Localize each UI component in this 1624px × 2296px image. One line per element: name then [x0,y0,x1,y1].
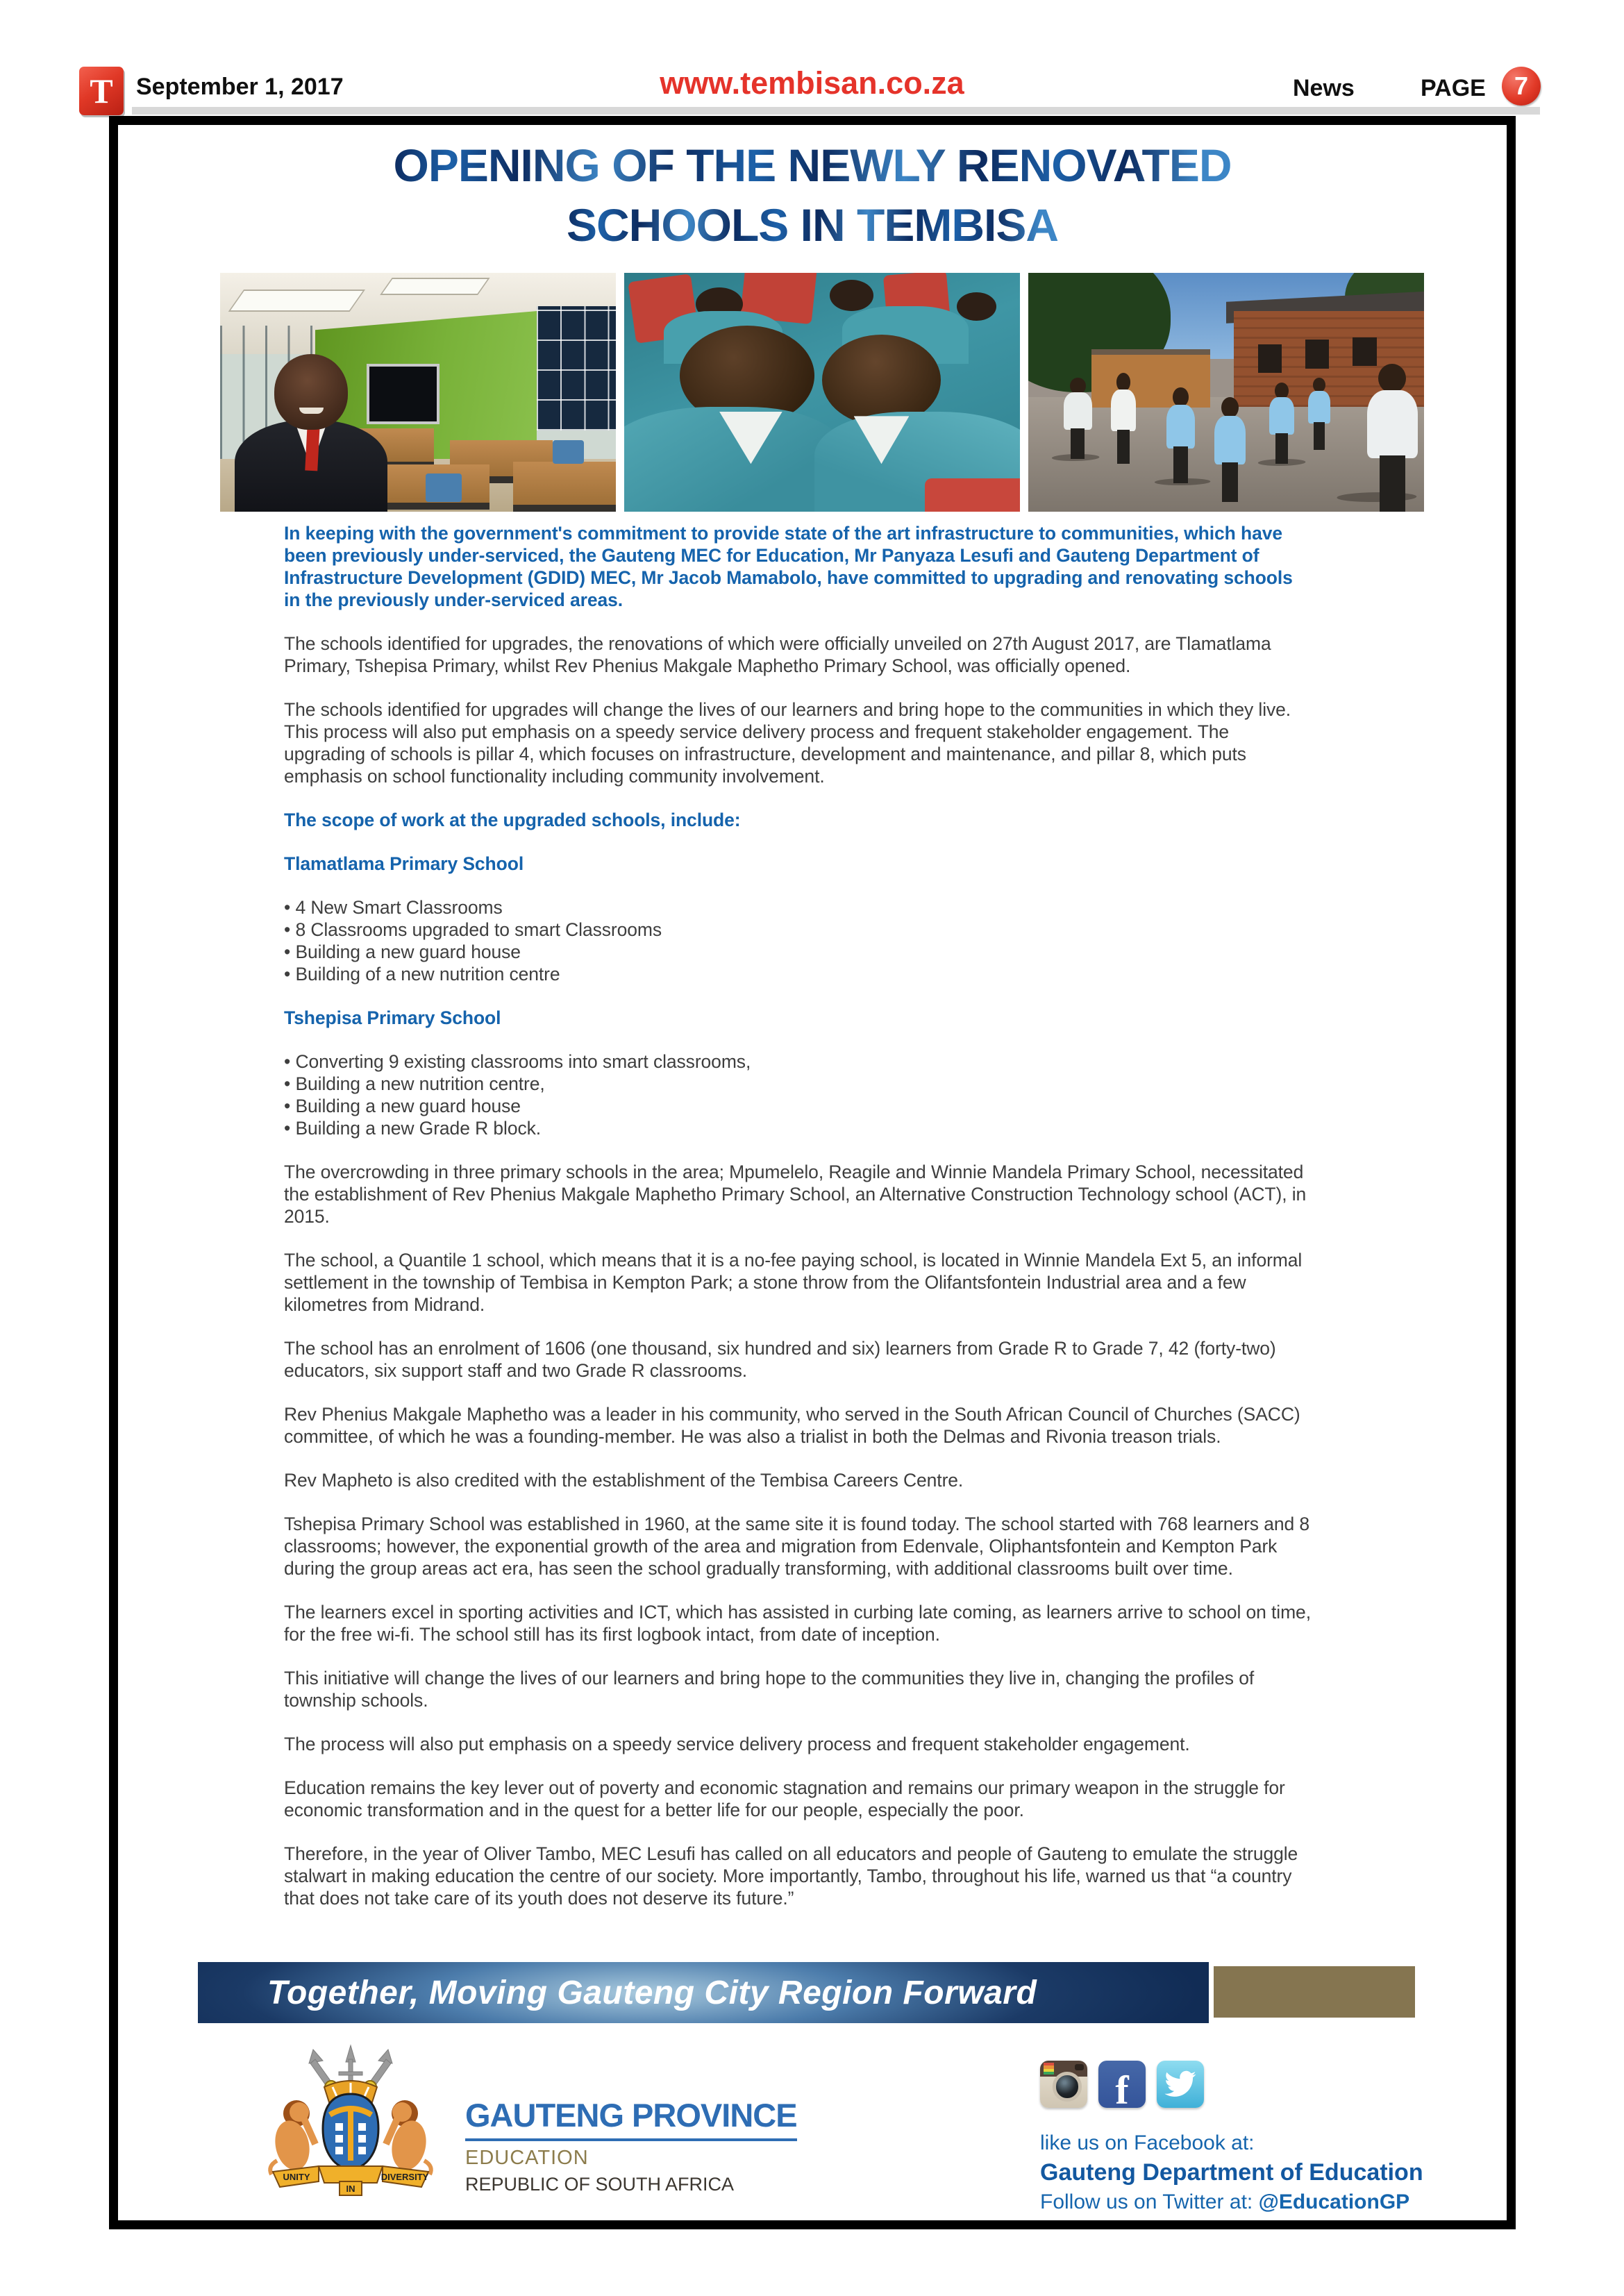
blue-chair [426,474,461,502]
learner-figure [1266,383,1298,464]
photo-learners-in-uniform [624,273,1020,512]
twitter-line-text: Follow us on Twitter at: [1040,2190,1259,2213]
social-icons-row [1040,2061,1457,2108]
country-label: REPUBLIC OF SOUTH AFRICA [465,2174,735,2195]
twitter-line [1040,2190,1457,2214]
section-label: News [1293,75,1355,101]
learner-figure [1305,378,1333,449]
bullet-item: • Building of a new nutrition centre [284,963,1313,985]
building-window [1305,340,1329,368]
page-number-badge [1502,67,1541,106]
school-desk [513,462,616,512]
article-paragraph: Rev Mapheto is also credited with the establishment of the Tembisa Careers Centre. [284,1470,964,1491]
article-paragraph: Education remains the key lever out of poverty and economic stagnation and remains our primary weapon in the struggle for economic transformation and in the quest for a better life for our people, especially the poor. [284,1777,1285,1820]
photo-strip [220,273,1424,512]
tembisan-logo-letter: T [90,72,113,110]
learner-figure [1060,378,1096,459]
instagram-icon [1040,2061,1087,2108]
crest-lion-right [383,2100,431,2175]
page-frame [109,116,1516,2229]
twitter-handle: @EducationGP [1258,2190,1410,2213]
crest-lion-left [270,2100,319,2175]
school-heading-tshepisa: Tshepisa Primary School [284,1007,501,1028]
school-heading-tlamatlama: Tlamatlama Primary School [284,853,524,874]
social-block [1040,2061,1457,2214]
bullet-item: • Building a new Grade R block. [284,1117,1313,1139]
building-window [1353,337,1376,366]
mec-face [274,354,347,430]
slogan-text: Together, Moving Gauteng City Region Forward [267,1974,1037,2011]
department-label: EDUCATION [465,2147,589,2169]
article-paragraph: The schools identified for upgrades will change the lives of our learners and bring hope to the communities in which they live. This process will also put emphasis on a speedy service delivery process and frequent stakeholder engagement. The upgrading of schools is pillar 4, which focuses on infrastructure, development and maintenance, and pillar 8, which puts emphasis on school functionality including community involvement. [284,699,1291,787]
mec-red-tie [305,423,319,471]
bullet-item: • Building a new guard house [284,941,1313,963]
twitter-icon [1157,2061,1204,2108]
article-paragraph: Rev Phenius Makgale Maphetho was a leader in his community, who served in the South African Council of Churches (SACC) committee, of which he was a founding-member. He was also a trialist in both the Delmas and Rivonia treason trials. [284,1404,1300,1447]
bullet-item: • 8 Classrooms upgraded to smart Classrooms [284,919,1313,941]
gauteng-province-title: GAUTENG PROVINCE [465,2098,797,2141]
khaki-block [1214,1966,1415,2018]
tshepisa-bullet-list [284,1050,1313,1139]
photo-schoolyard [1028,273,1424,512]
article-paragraph: The learners excel in sporting activities and ICT, which has assisted in curbing late coming, as learners arrive to school on time, for the free wi-fi. The school still has its first logbook intact, from date of inception. [284,1602,1311,1645]
article-headline [118,140,1507,250]
ceiling-light [380,278,490,295]
site-url: www.tembisan.co.za [660,65,964,101]
bullet-item: • Building a new guard house [284,1095,1313,1117]
article-paragraph: Therefore, in the year of Oliver Tambo, MEC Lesufi has called on all educators and people of Gauteng to emulate the struggle stalwart in making education the centre of our society. More importantly, Tambo, throughout his life, warned us that “a country that does not take care of its youth does not deserve its future.” [284,1843,1298,1909]
photo-classroom-smartboard-with-mec-portrait [220,273,616,512]
motto-diversity: DIVERSITY [380,2172,429,2182]
gauteng-coat-of-arms [246,2043,455,2202]
headline-gap [118,190,1507,200]
province-wordmark [465,2098,797,2195]
headline-line-1: OPENING OF THE NEWLY RENOVATED [393,140,1232,191]
issue-date: September 1, 2017 [136,74,344,100]
learner-figure [1361,364,1424,512]
scope-heading: The scope of work at the upgraded schools, include: [284,810,741,830]
building-window [1258,344,1282,373]
bullet-item: • Converting 9 existing classrooms into smart classrooms, [284,1050,1313,1073]
learner-head [830,280,873,311]
red-chair [925,478,1020,512]
article-body [284,522,1313,1954]
article-paragraph: The school, a Quantile 1 school, which means that it is a no-fee paying school, is located in Winnie Mandela Ext 5, an informal settlement in the township of Tembisa in Kempton Park; a stone throw from the Olifantsfontein Industrial area and a few kilometres from Midrand. [284,1250,1303,1315]
ceiling-light [228,290,365,312]
article-paragraph: This initiative will change the lives of our learners and bring hope to the communities they live in, changing the profiles of township schools. [284,1668,1255,1711]
learner-figure [1163,387,1198,483]
facebook-page-name: Gauteng Department of Education [1040,2159,1423,2186]
bullet-item: • Building a new nutrition centre, [284,1073,1313,1095]
article-paragraph: The school has an enrolment of 1606 (one thousand, six hundred and six) learners from Grade R to Grade 7, 42 (forty-two) educators, six support staff and two Grade R classrooms. [284,1338,1276,1381]
motto-unity: UNITY [283,2172,310,2182]
dark-window [537,306,616,430]
page-label: PAGE [1421,75,1486,101]
masthead-divider [132,107,1540,115]
article-paragraph: The overcrowding in three primary schools in the area; Mpumelelo, Reagile and Winnie Mandela Primary School, necessitated the establishment of Rev Phenius Makgale Maphetho Primary School, an Alternative Construction Technology school (ACT), in 2015. [284,1162,1307,1227]
page-number: 7 [1514,72,1529,100]
blue-chair [553,440,585,464]
article-intro: In keeping with the government's commitment to provide state of the art infrastructure to communities, which have been previously under-serviced, the Gauteng MEC for Education, Mr Panyaza Lesufi and Gauteng Department of Infrastructure Development (GDID) MEC, Mr Jacob Mamabolo, have committed to upgrading and renovating schools in the previously under-serviced areas. [284,523,1293,610]
mec-portrait [224,354,399,512]
learner-figure [1107,373,1139,464]
social-caption [1040,2131,1457,2214]
motto-in: IN [346,2184,355,2194]
article-paragraph: Tshepisa Primary School was established in 1960, at the same site it is found today. The school started with 768 learners and 8 classrooms; however, the exponential growth of the area and migration from Edenvale, Oliphantsfontein and Kempton Park during the group areas act era, has seen the school gradually transforming, with additional classrooms built over time. [284,1514,1310,1579]
headline-line-2: SCHOOLS IN TEMBISA [566,199,1059,251]
facebook-line: like us on Facebook at: [1040,2131,1255,2154]
mec-smile [299,408,324,414]
learner-head [957,292,996,321]
facebook-icon: f [1098,2061,1146,2108]
learner-figure [1210,397,1250,502]
bullet-item: • 4 New Smart Classrooms [284,896,1313,919]
tlamatlama-bullet-list [284,896,1313,985]
gauteng-slogan-banner [198,1962,1209,2023]
article-paragraph: The process will also put emphasis on a speedy service delivery process and frequent stakeholder engagement. [284,1734,1190,1754]
article-paragraph: The schools identified for upgrades, the renovations of which were officially unveiled on 27th August 2017, are Tlamatlama Primary, Tshepisa Primary, whilst Rev Phenius Makgale Maphetho Primary School, was officially opened. [284,633,1271,676]
